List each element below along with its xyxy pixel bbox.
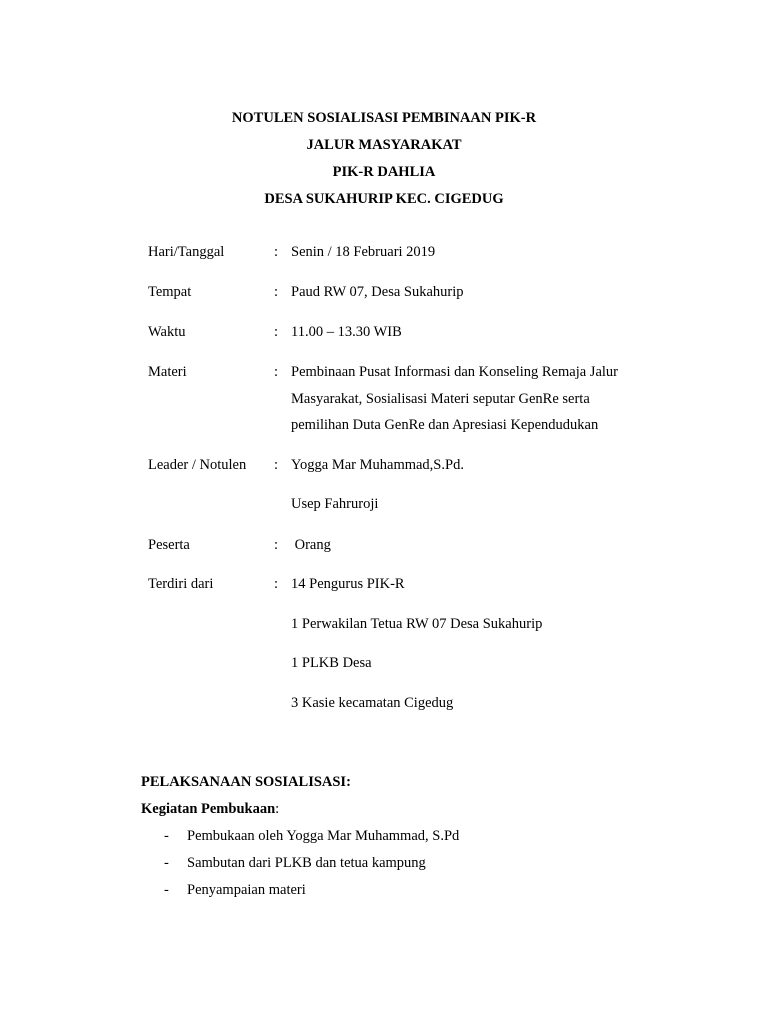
bullet-dash: - <box>164 828 169 844</box>
subsection-title-text: Kegiatan Pembukaan <box>141 801 276 817</box>
terdiri-dari-value-3: 1 PLKB Desa <box>291 655 372 671</box>
leader-notulen-value-2: Usep Fahruroji <box>291 496 379 512</box>
list-item-text: Penyampaian materi <box>187 882 306 898</box>
field-value: Orang <box>291 537 331 553</box>
field-colon: : <box>274 324 279 340</box>
field-colon: : <box>274 576 279 592</box>
bullet-dash: - <box>164 855 169 871</box>
field-value: Yogga Mar Muhammad,S.Pd. <box>291 457 464 473</box>
subsection-title <box>141 799 279 819</box>
field-colon: : <box>274 244 279 260</box>
document-header <box>0 108 768 216</box>
field-colon: : <box>274 364 279 380</box>
field-value: Paud RW 07, Desa Sukahurip <box>291 284 464 300</box>
materi-line-1: Pembinaan Pusat Informasi dan Konseling Remaja Jalur <box>291 364 618 380</box>
materi-line-2: Masyarakat, Sosialisasi Materi seputar GenRe serta <box>291 390 590 407</box>
title-line-1: NOTULEN SOSIALISASI PEMBINAAN PIK-R <box>231 110 537 126</box>
section-title: PELAKSANAAN SOSIALISASI: <box>141 774 351 790</box>
title-line-3: PIK-R DAHLIA <box>332 164 436 180</box>
field-value: 11.00 – 13.30 WIB <box>291 324 402 340</box>
field-colon: : <box>274 284 279 300</box>
field-label: Terdiri dari <box>148 576 214 592</box>
field-colon: : <box>274 537 279 553</box>
field-label: Leader / Notulen <box>148 457 247 473</box>
title-line-4: DESA SUKAHURIP KEC. CIGEDUG <box>264 191 504 207</box>
field-label: Materi <box>148 364 187 380</box>
field-value: Senin / 18 Februari 2019 <box>291 244 436 260</box>
title-line-2: JALUR MASYARAKAT <box>306 137 462 153</box>
field-label: Tempat <box>148 284 192 300</box>
terdiri-dari-value-2: 1 Perwakilan Tetua RW 07 Desa Sukahurip <box>291 616 543 632</box>
list-item-text: Sambutan dari PLKB dan tetua kampung <box>187 855 426 871</box>
field-label: Waktu <box>148 324 186 340</box>
field-label: Hari/Tanggal <box>148 244 225 260</box>
field-value: 14 Pengurus PIK-R <box>291 576 405 592</box>
bullet-dash: - <box>164 882 169 898</box>
field-value <box>291 362 651 442</box>
field-colon: : <box>274 457 279 473</box>
list-item-text: Pembukaan oleh Yogga Mar Muhammad, S.Pd <box>187 828 460 844</box>
terdiri-dari-value-4: 3 Kasie kecamatan Cigedug <box>291 695 454 711</box>
materi-line-3: pemilihan Duta GenRe dan Apresiasi Kependudukan <box>291 417 599 433</box>
field-label: Peserta <box>148 537 190 553</box>
subsection-title-colon: : <box>275 801 280 817</box>
